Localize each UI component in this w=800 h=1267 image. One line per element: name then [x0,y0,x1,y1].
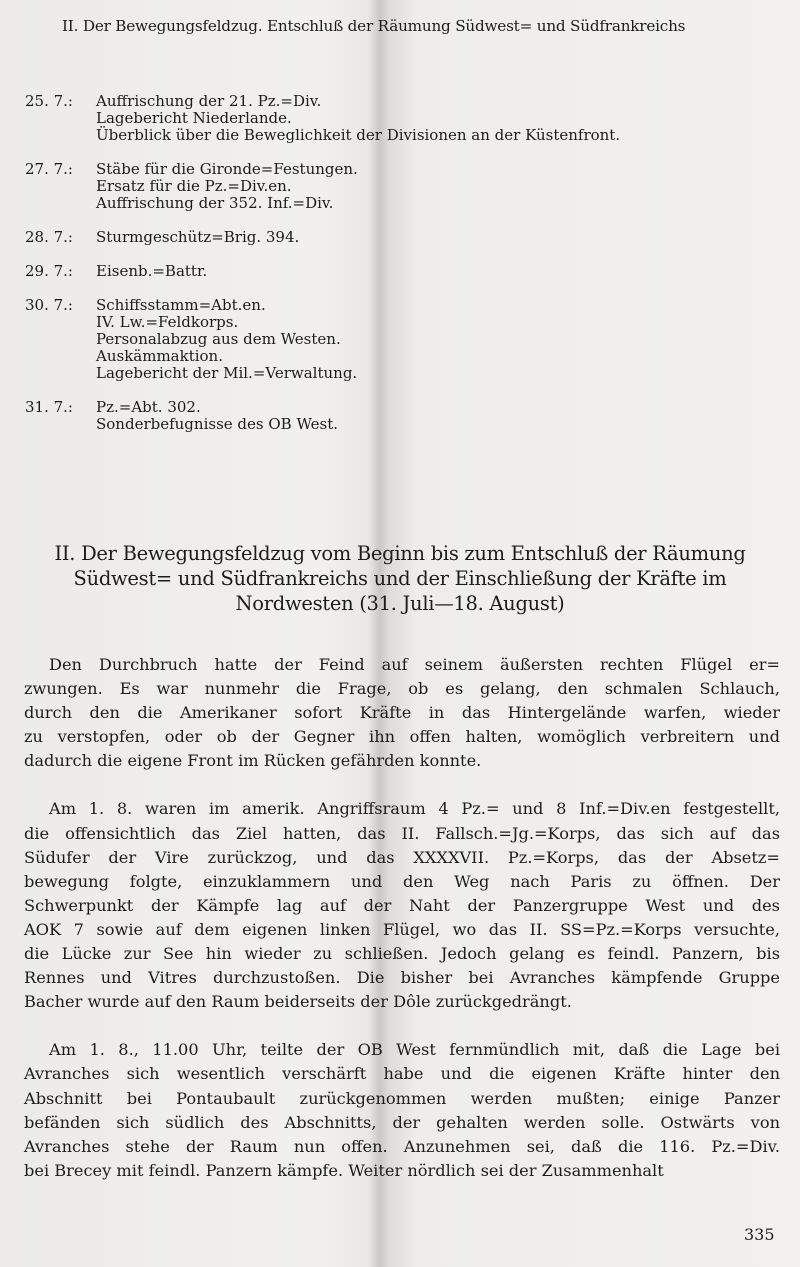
entry-item: IV. Lw.=Feldkorps. [96,313,239,331]
entry-items [96,297,357,382]
entry-date: 27. 7.: [25,160,73,178]
entry-item: Lagebericht der Mil.=Verwaltung. [96,364,358,382]
paragraph-line: Avranches stehe der Raum nun offen. Anzunehmen sei, daß die 116. Pz.=Div. [24,1136,780,1156]
entry-item: Stäbe für die Gironde=Festungen. [96,160,358,178]
paragraph [24,797,780,1014]
section-title-line: Südwest= und Südfrankreichs und der Einschließung der Kräfte im [73,567,727,590]
paragraph-line: Den Durchbruch hatte der Feind auf seinem äußersten rechten Flügel er= [49,655,780,674]
section-title [40,541,760,616]
page-number: 335 [744,1225,775,1244]
entry-item: Überblick über die Beweglichkeit der Divisionen an der Küstenfront. [96,126,621,144]
paragraph-line: bewegung folgte, einzuklammern und den Weg nach Paris zu öffnen. Der [24,871,780,891]
date-entry [25,297,620,382]
entry-item: Pz.=Abt. 302. [96,398,201,416]
paragraph-line: Avranches sich wesentlich verschärft habe und die eigenen Kräfte hinter den [24,1064,780,1084]
paragraph-line: die Lücke zur See hin wieder zu schließen. Jedoch gelang es feindl. Panzern, bis [24,944,780,964]
section-title-line: Nordwesten (31. Juli—18. August) [235,592,565,615]
date-entry [25,161,620,212]
paragraph-line: die offensichtlich das Ziel hatten, das II. Fallsch.=Jg.=Korps, das sich auf das [24,823,780,843]
entry-item: Schiffsstamm=Abt.en. [96,296,266,314]
paragraph-line: Am 1. 8. waren im amerik. Angriffsraum 4 Pz.= und 8 Inf.=Div.en festgestellt, [49,799,780,819]
entry-items [96,161,358,212]
paragraph-line: Schwerpunkt der Kämpfe lag auf der Naht der Panzergruppe West und des [24,895,780,915]
entry-item: Ersatz für die Pz.=Div.en. [96,177,292,195]
entry-item: Eisenb.=Battr. [96,262,208,280]
entry-item: Auffrischung der 352. Inf.=Div. [96,194,334,212]
entry-date: 30. 7.: [25,296,73,314]
entry-date: 29. 7.: [25,262,73,280]
paragraph-line: Am 1. 8., 11.00 Uhr, teilte der OB West fernmündlich mit, daß die Lage bei [49,1040,780,1060]
entry-date: 25. 7.: [25,92,73,110]
entry-item: Personalabzug aus dem Westen. [96,330,341,348]
running-header: II. Der Bewegungsfeldzug. Entschluß der Räumung Südwest= und Südfrankreichs [62,17,686,35]
entry-items [96,399,338,433]
body-text [24,653,780,1207]
paragraph-line: zu verstopfen, oder ob der Gegner ihn offen halten, womöglich verbreitern und [24,727,780,747]
paragraph-line: Bacher wurde auf den Raum beiderseits der Dôle zurückgedrängt. [24,992,572,1012]
date-entry [25,93,620,144]
paragraph-line: bei Brecey mit feindl. Panzern kämpfe. Weiter nördlich sei der Zusammenhalt [24,1160,664,1180]
entry-date: 31. 7.: [25,398,73,416]
entry-item: Sonderbefugnisse des OB West. [96,415,339,433]
paragraph [24,653,780,773]
entry-items [96,263,207,280]
entry-item: Sturmgeschütz=Brig. 394. [96,228,300,246]
paragraph-line: dadurch die eigene Front im Rücken gefährden konnte. [24,751,482,771]
date-entries [25,93,620,450]
entry-date: 28. 7.: [25,228,73,246]
section-title-line: II. Der Bewegungsfeldzug vom Beginn bis zum Entschluß der Räumung [54,542,746,565]
paragraph-line: Südufer der Vire zurückzog, und das XXXXVII. Pz.=Korps, das der Absetz= [24,847,780,867]
date-entry [25,399,620,433]
date-entry [25,229,620,246]
paragraph-line: AOK 7 sowie auf dem eigenen linken Flügel, wo das II. SS=Pz.=Korps versuchte, [24,919,780,939]
entry-item: Auffrischung der 21. Pz.=Div. [96,92,322,110]
paragraph-line: befänden sich südlich des Abschnitts, der gehalten werden solle. Ostwärts von [24,1112,780,1132]
entry-items [96,229,299,246]
paragraph [24,1038,780,1183]
date-entry [25,263,620,280]
paragraph-line: Rennes und Vitres durchzustoßen. Die bisher bei Avranches kämpfende Gruppe [24,968,780,988]
entry-items [96,93,620,144]
paragraph-line: zwungen. Es war nunmehr die Frage, ob es gelang, den schmalen Schlauch, [24,679,780,699]
entry-item: Lagebericht Niederlande. [96,109,292,127]
paragraph-line: durch den die Amerikaner sofort Kräfte in das Hintergelände warfen, wieder [24,703,780,723]
paragraph-line: Abschnitt bei Pontaubault zurückgenommen werden mußten; einige Panzer [24,1088,780,1108]
entry-item: Auskämmaktion. [96,347,223,365]
